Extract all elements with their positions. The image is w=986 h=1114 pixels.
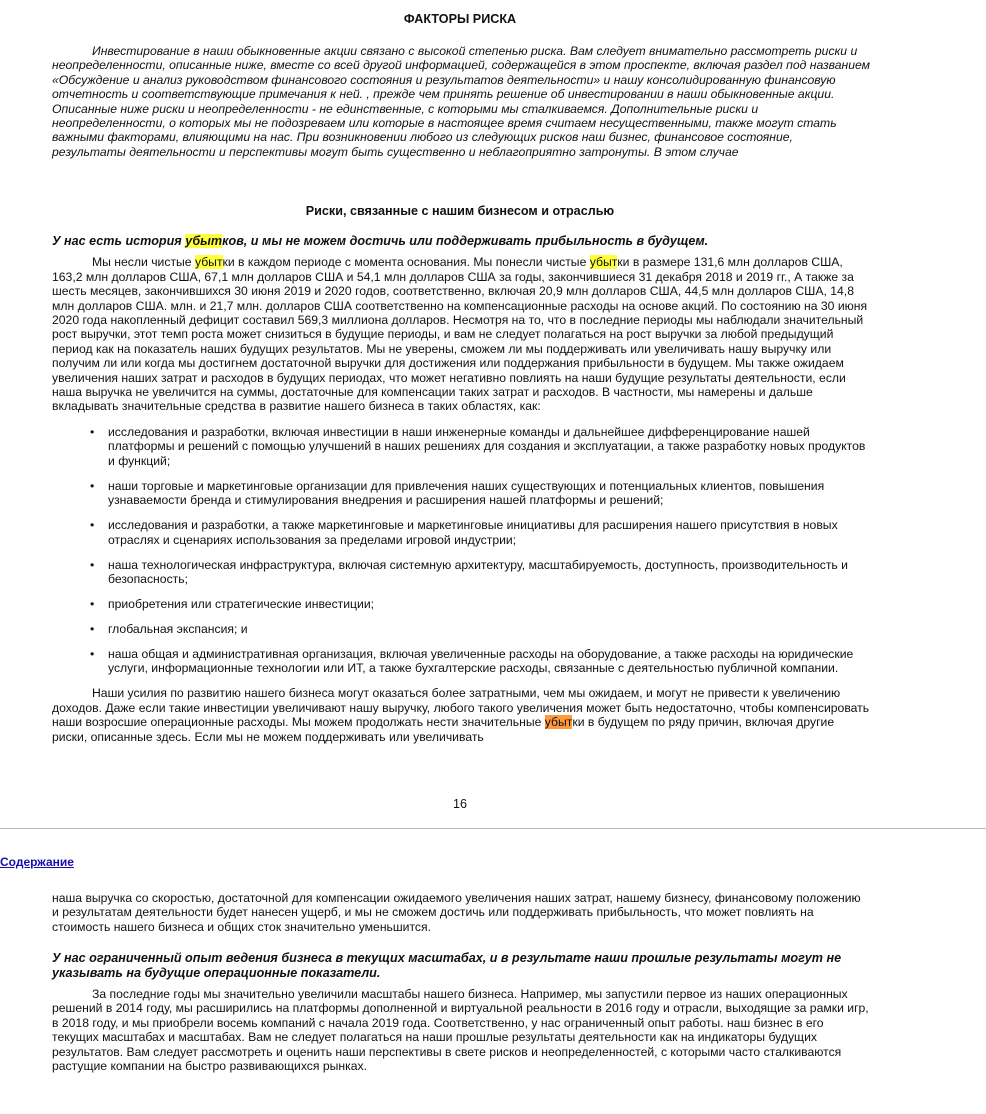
list-item-text: исследования и разработки, включая инвестиции в наши инженерные команды и дальнейшее дифференцирование нашей платформы и решений с помощью улучшений в наших решениях для создания и эксплуатации, а также разработку новых продуктов и функций; bbox=[108, 424, 866, 468]
risk2-body: За последние годы мы значительно увеличили масштабы нашего бизнеса. Например, мы запустили первое из наших операционных решений в 2014 году, мы расширились на платформы дополненной и виртуальной реальности в 2016 году и отрасли, выходящие за рамки игр, в 2018 году, и мы приобрели восемь компаний с начала 2019 года. Соответственно, у нас ограниченный опыт работы. наш бизнес в его текущих масштабах и масштабах. Вам не следует полагаться на наши прошлые результаты деятельности как на индикаторы будущих результатов. Вам следует рассмотреть и оценить наши перспективы в свете рисков и неопределенностей, с которыми часто сталкиваются растущие компании на быстро развивающихся рынках. bbox=[52, 987, 869, 1074]
search-highlight: убыт bbox=[589, 255, 618, 270]
risk1-body-part1: Мы несли чистые bbox=[92, 255, 195, 270]
risk1-title-after: ков, и мы не можем достичь или поддерживать прибыльность в будущем. bbox=[222, 234, 709, 248]
list-item-text: исследования и разработки, а также маркетинговые и маркетинговые инициативы для расширения нашего присутствия в новых отраслях и сценариях использования за пределами игровой индустрии; bbox=[108, 518, 838, 547]
list-item-text: наша общая и административная организация, включая увеличенные расходы на оборудование, а также расходы на юридические услуги, информационные технологии или ИТ, а также бухгалтерские расходы, связанные с деятельностью публичной компании. bbox=[108, 646, 854, 676]
risk1-body bbox=[52, 255, 870, 413]
risk1-title-before: У нас есть история bbox=[52, 234, 186, 248]
page2-content bbox=[52, 891, 870, 1073]
bullet-icon: • bbox=[90, 424, 95, 439]
closing-paragraph bbox=[52, 686, 870, 744]
bullet-icon: • bbox=[90, 596, 95, 611]
intro-text: Инвестирование в наши обыкновенные акции связано с высокой степенью риска. Вам следует внимательно рассмотреть риски и неопределенности, описанные ниже, вместе со всей другой информацией, содержащейся в этом проспекте, включая раздел под названием «Обсуждение и анализ руководством финансового состояния и результатов деятельности» и нашу консолидированную финансовую отчетность и соответствующие примечания к ней. , прежде чем принять решение об инвестировании в наши обыкновенные акции. Описанные ниже риски и неопределенности - не единственные, с которыми мы сталкиваемся. Дополнительные риски и неопределенности, о которых мы не подозреваем или которые в настоящее время считаем несущественными, также могут стать важными факторами, влияющими на нас. При возникновении любого из следующих рисков наш бизнес, финансовое состояние, результаты деятельности и перспективы могут быть существенно и неблагоприятно затронуты. В этом случае bbox=[52, 44, 871, 159]
bullet-icon: • bbox=[90, 478, 95, 493]
list-item bbox=[52, 622, 870, 636]
continuation-paragraph: наша выручка со скоростью, достаточной для компенсации ожидаемого увеличения наших затрат, нашему бизнесу, финансовому положению и результатам деятельности будет нанесен ущерб, и мы не сможем достичь или поддерживать прибыльность, что может повлиять на стоимость нашего бизнеса и общих сток значительно уменьшится. bbox=[52, 891, 861, 934]
intro-paragraph bbox=[52, 44, 870, 159]
page-title: ФАКТОРЫ РИСКА bbox=[403, 12, 517, 26]
list-item-text: наши торговые и маркетинговые организации для привлечения наших существующих и потенциальных клиентов, повышения узнаваемости бренда и стимулирования внедрения и расширения нашей платформы и решений; bbox=[108, 478, 825, 508]
section-subheading: Риски, связанные с нашим бизнесом и отраслью bbox=[305, 204, 615, 218]
bullet-icon: • bbox=[90, 646, 95, 661]
table-of-contents-link[interactable]: Содержание bbox=[0, 855, 74, 869]
list-item bbox=[52, 647, 870, 676]
closing-part1: Наши усилия по развитию нашего бизнеса могут оказаться более затратными, чем мы ожидаем, и могут не привести к увеличению доходов. Даже если такие инвестиции увеличивают нашу выручку, любого такого увеличения может быть недостаточно, чтобы компенсировать наши возросшие операционные расходы. Мы можем продолжать нести значительные bbox=[52, 686, 870, 730]
list-item-text: приобретения или стратегические инвестиции; bbox=[108, 596, 375, 611]
page-number: 16 bbox=[452, 797, 467, 811]
list-item bbox=[52, 518, 870, 547]
list-item-text: наша технологическая инфраструктура, включая системную архитектуру, масштабируемость, доступность, производительность и безопасность; bbox=[108, 557, 848, 586]
search-highlight: убыт bbox=[185, 234, 223, 248]
bullet-icon: • bbox=[90, 557, 95, 572]
risk1-title bbox=[52, 234, 870, 248]
list-item bbox=[52, 558, 870, 587]
closing-part2: ки в будущем по ряду причин, включая другие риски, описанные здесь. Если мы не можем поддерживать или увеличивать bbox=[52, 715, 835, 744]
risk1-body-part3: ки в размере 131,6 млн долларов США, 163,2 млн долларов США, 67,1 млн долларов США и 54,1 млн долларов США за годы, закончившиеся 31 декабря 2018 и 2019 гг., А также за шесть месяцев, закончившихся 30 июня 2019 и 2020 годов, соответственно, включая 20,9 млн долларов США, 44,5 млн долларов США, 14,8 млн долларов США. млн. и 21,7 млн. долларов США соответственно на компенсационные расходы на основе акций. По состоянию на 30 июня 2020 года накопленный дефицит составил 569,3 миллиона долларов. Несмотря на то, что в последние периоды мы наблюдали значительный рост выручки, этот темп роста может снизиться в будущие периоды, и вам не следует полагаться на рост выручки за любой предыдущий период как на показатель наших будущих результатов. Мы не уверены, сможем ли мы поддерживать или увеличивать нашу выручку или получим ли или когда мы достигнем достаточной выручки для достижения или поддержания прибыльности в будущем. Мы также ожидаем увеличения наших затрат и расходов в будущих периодах, что может негативно повлиять на наши будущие результаты деятельности, если наша выручка не увеличится на суммы, достаточные для компенсации таких затрат и расходов. В частности, мы намерены и дальше вкладывать значительные средства в развитие нашего бизнеса в таких областях, как: bbox=[52, 255, 868, 414]
active-search-highlight: убыт bbox=[544, 715, 573, 730]
list-item-text: глобальная экспансия; и bbox=[108, 621, 248, 636]
search-highlight: убыт bbox=[194, 255, 223, 270]
page-divider bbox=[0, 828, 986, 829]
list-item bbox=[52, 425, 870, 468]
risk2-title: У нас ограниченный опыт ведения бизнеса в текущих масштабах, и в результате наши прошлые результаты могут не указывать на будущие операционные показатели. bbox=[52, 951, 842, 980]
list-item bbox=[52, 597, 870, 611]
list-item bbox=[52, 479, 870, 508]
risk1-section bbox=[52, 234, 870, 744]
risk1-body-part2: ки в каждом периоде с момента основания. Мы понесли чистые bbox=[222, 255, 590, 270]
bullet-icon: • bbox=[90, 621, 95, 636]
bullet-icon: • bbox=[90, 518, 95, 533]
investment-areas-list bbox=[52, 425, 870, 676]
